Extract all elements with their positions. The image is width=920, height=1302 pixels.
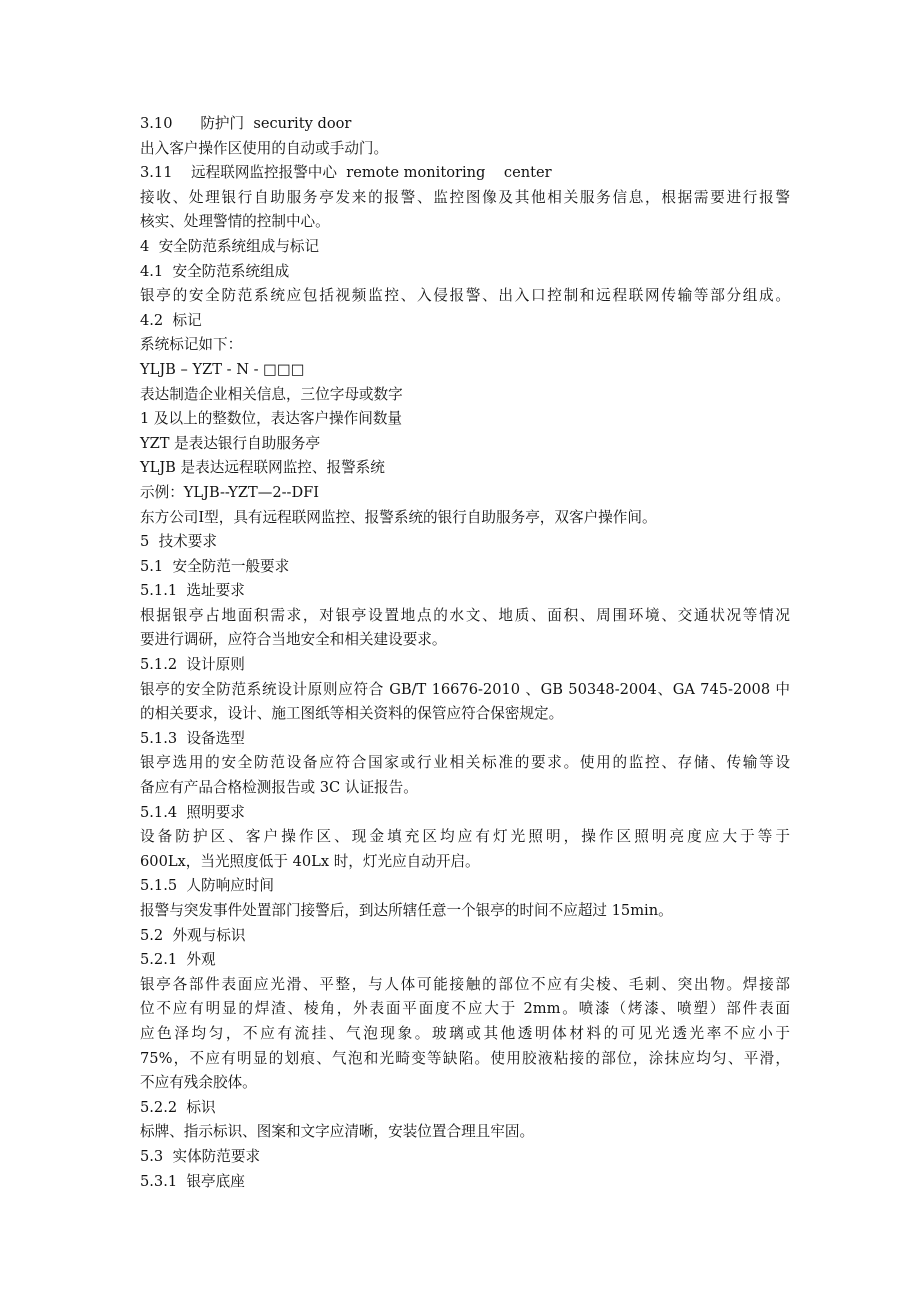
text-line: 表达制造企业相关信息，三位字母或数字 [140,385,403,403]
text-line: YLJB – YZT - N - □□□ [140,360,305,378]
text-line: 5.1.3 设备选型 [140,729,245,747]
text-line: 银亭的安全防范系统设计原则应符合 GB/T 16676-2010 、GB 50348-2004、GA 745-2008 中 [140,680,790,698]
text-line: 5.2.1 外观 [140,951,216,969]
document-body [140,112,790,1194]
text-line: 备应有产品合格检测报告或 3C 认证报告。 [140,779,418,797]
text-line: 75%，不应有明显的划痕、气泡和光畸变等缺陷。使用胶液粘接的部位，涂抹应均匀、平滑， [140,1049,790,1067]
text-line: 不应有残余胶体。 [140,1074,257,1092]
text-line: 600Lx，当光照度低于 40Lx 时，灯光应自动开启。 [140,852,480,870]
text-line: 5.3.1 银亭底座 [140,1172,245,1190]
text-line: 根据银亭占地面积需求，对银亭设置地点的水文、地质、面积、周围环境、交通状况等情况 [140,606,790,624]
text-line: 3.10 防护门 security door [140,115,352,132]
text-line: YZT 是表达银行自助服务亭 [140,434,321,452]
text-line: 标牌、指示标识、图案和文字应清晰，安装位置合理且牢固。 [140,1123,535,1141]
text-line: 4 安全防范系统组成与标记 [140,237,320,255]
text-line: 报警与突发事件处置部门接警后，到达所辖任意一个银亭的时间不应超过 15min。 [140,902,673,919]
text-line: 5.3 实体防范要求 [140,1147,261,1165]
text-line: 5.1 安全防范一般要求 [140,557,290,575]
text-line: 5.2 外观与标识 [140,926,246,944]
text-line: 应色泽均匀，不应有流挂、气泡现象。玻璃或其他透明体材料的可见光透光率不应小于 [140,1024,790,1042]
text-line: 接收、处理银行自助服务亭发来的报警、监控图像及其他相关服务信息，根据需要进行报警 [140,188,790,206]
text-line: 5.1.1 选址要求 [140,582,245,600]
text-line: 设备防护区、客户操作区、现金填充区均应有灯光照明，操作区照明亮度应大于等于 [140,828,790,846]
text-line: 银亭各部件表面应光滑、平整，与人体可能接触的部位不应有尖棱、毛刺、突出物。焊接部 [140,975,790,993]
text-line: 核实、处理警情的控制中心。 [140,213,330,231]
text-line: YLJB 是表达远程联网监控、报警系统 [140,459,385,477]
text-line: 5 技术要求 [140,533,217,551]
text-line: 1 及以上的整数位，表达客户操作间数量 [140,410,403,428]
text-line: 东方公司Ⅰ型，具有远程联网监控、报警系统的银行自助服务亭，双客户操作间。 [140,508,657,526]
text-line: 5.1.5 人防响应时间 [140,877,274,895]
text-line: 银亭选用的安全防范设备应符合国家或行业相关标准的要求。使用的监控、存储、传输等设 [140,754,790,772]
text-line: 4.1 安全防范系统组成 [140,262,290,280]
text-line: 5.1.2 设计原则 [140,656,245,674]
text-line: 的相关要求，设计、施工图纸等相关资料的保管应符合保密规定。 [140,705,564,723]
text-line: 系统标记如下： [140,336,243,354]
text-line: 位不应有明显的焊渣、棱角，外表面平面度不应大于 2mm。喷漆（烤漆、喷塑）部件表面 [140,1000,790,1018]
text-line: 4.2 标记 [140,311,202,329]
text-line: 5.1.4 照明要求 [140,803,245,821]
text-line: 示例：YLJB--YZT—2--DFⅠ [140,483,320,501]
text-line: 5.2.2 标识 [140,1098,216,1116]
text-line: 要进行调研，应符合当地安全和相关建设要求。 [140,631,447,649]
text-line: 出入客户操作区使用的自动或手动门。 [140,139,389,157]
text-line: 3.11 远程联网监控报警中心 remote monitoring center [140,164,552,182]
text-line: 银亭的安全防范系统应包括视频监控、入侵报警、出入口控制和远程联网传输等部分组成。 [140,287,790,305]
